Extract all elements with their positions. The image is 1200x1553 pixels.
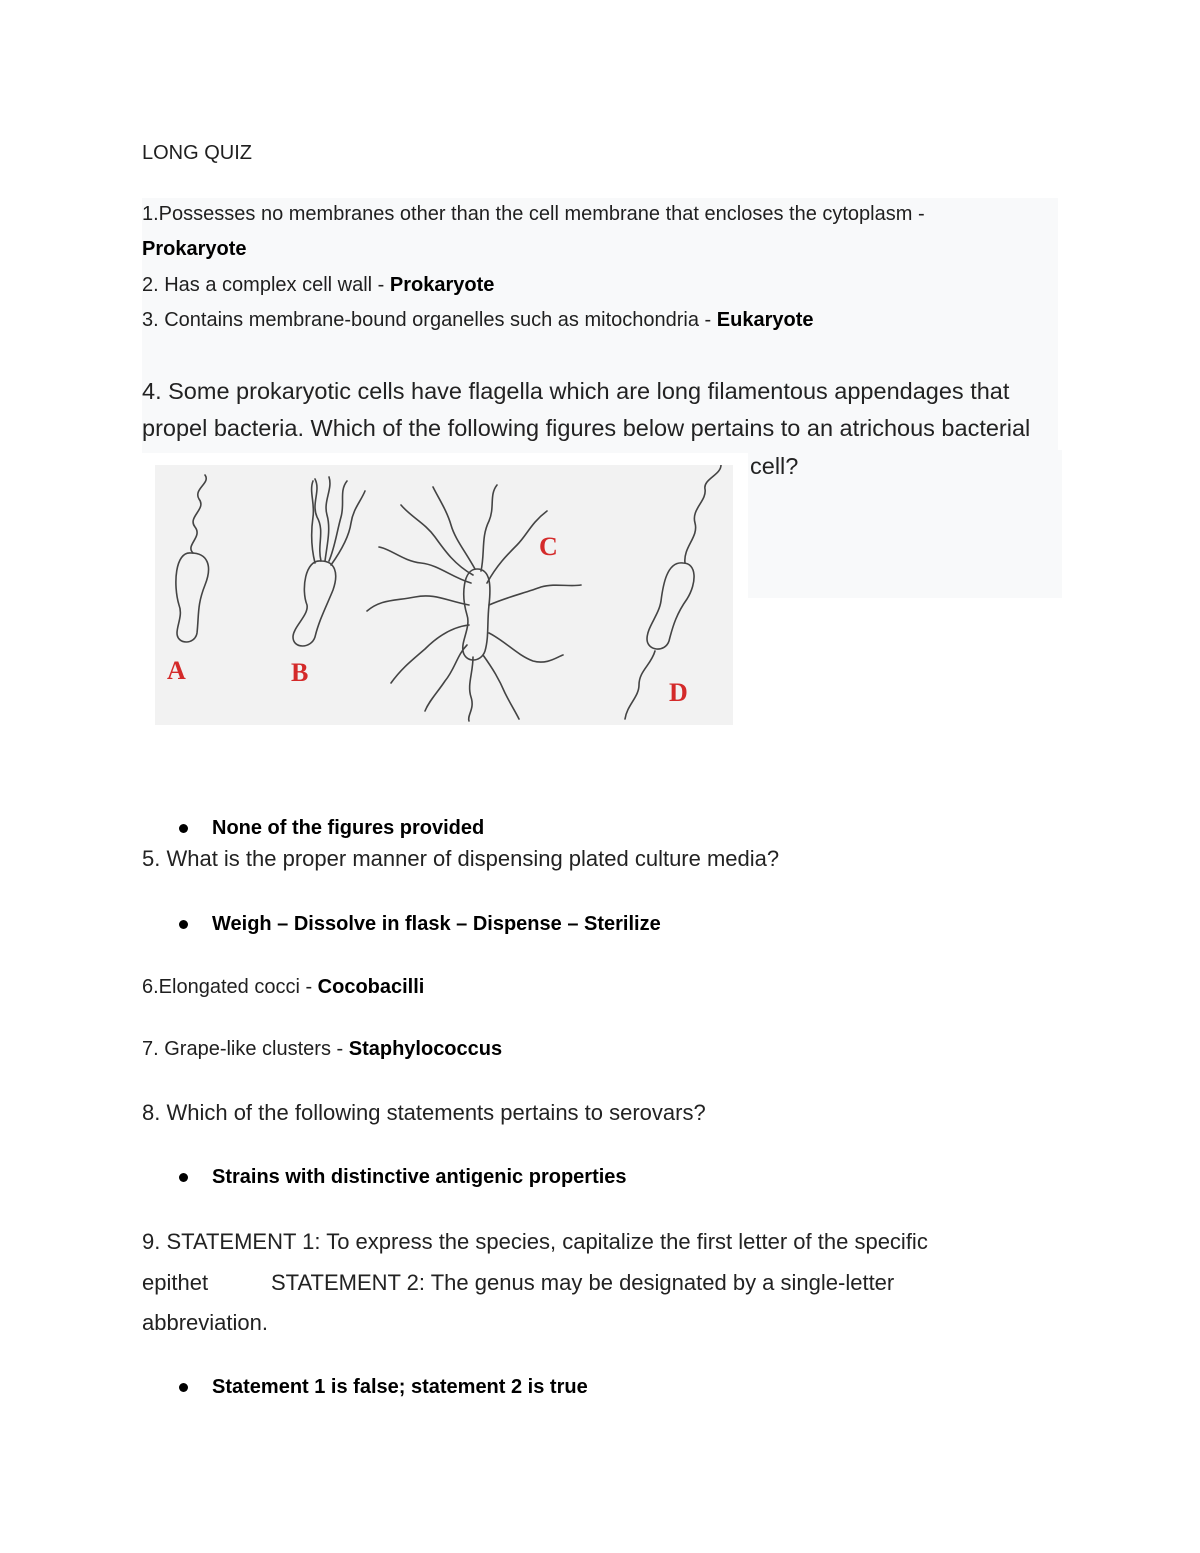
q1-text: 1.Possesses no membranes other than the cell membrane that encloses the cytoplasm -: [142, 203, 925, 225]
figure-label-d: D: [669, 678, 688, 707]
flagella-diagram: [155, 465, 733, 725]
q9-answer-text: Statement 1 is false; statement 2 is true: [212, 1376, 588, 1398]
q8-answer-text: Strains with distinctive antigenic properties: [212, 1166, 627, 1188]
q3-text: 3. Contains membrane-bound organelles such as mitochondria -: [142, 309, 717, 331]
figure-label-b: B: [291, 658, 309, 687]
q5-answer: [212, 913, 661, 936]
cell-c-flagellum-12: [433, 487, 475, 569]
cell-c-flagellum-10: [487, 511, 547, 583]
q9-line-1: 9. STATEMENT 1: To express the species, capitalize the first letter of the specific: [142, 1229, 928, 1254]
cell-c-flagellum-4: [391, 625, 469, 683]
q8-text: 8. Which of the following statements pertains to serovars?: [142, 1100, 706, 1125]
q9-answer-bullet: [179, 1383, 188, 1392]
q9-answer: [212, 1376, 588, 1399]
cell-d-body: [647, 563, 694, 649]
cell-b-body: [293, 561, 336, 646]
cell-c-flagellum-11: [481, 485, 497, 571]
cell-b-flagellum-4: [331, 491, 365, 565]
page-title: LONG QUIZ: [142, 142, 253, 164]
cell-b-flagellum-1: [315, 479, 321, 561]
q9-line-2a: epithet: [142, 1270, 209, 1295]
cell-c-flagellum-3: [367, 596, 469, 611]
figure-label-c: C: [539, 532, 558, 561]
q9-line-3: abbreviation.: [142, 1310, 268, 1335]
cell-d-flagellum-bottom: [625, 651, 655, 719]
q8-answer: [212, 1166, 627, 1189]
q4-answer: [212, 817, 484, 840]
q6-answer: Cocobacilli: [317, 976, 425, 998]
cell-d-flagellum-top: [685, 465, 721, 563]
q8-answer-bullet: [179, 1173, 188, 1182]
q5-text: 5. What is the proper manner of dispensing plated culture media?: [142, 846, 780, 871]
q6-text: 6.Elongated cocci -: [142, 976, 318, 998]
cell-c-flagellum-7: [483, 655, 519, 719]
cell-b-flagellum-5: [312, 481, 315, 563]
cell-a-body: [176, 553, 209, 642]
q7-text: 7. Grape-like clusters -: [142, 1038, 349, 1060]
q4-line-2: propel bacteria. Which of the following figures below pertains to an atrichous bacterial: [142, 415, 1031, 441]
q4-answer-bullet: [179, 824, 188, 833]
q2-line: [142, 274, 494, 297]
q7-line: [142, 1038, 502, 1061]
flagella-figure: [155, 465, 733, 725]
q6-line: [142, 976, 424, 999]
cell-c-flagellum-9: [489, 585, 581, 605]
q9-line-2b: STATEMENT 2: The genus may be designated by a single-letter: [271, 1270, 895, 1295]
q4-line-3: cell?: [750, 453, 799, 479]
q3-line: [142, 309, 813, 332]
cell-b-flagellum-2: [325, 477, 330, 561]
cell-c-flagellum-2: [379, 547, 471, 583]
q2-answer: Prokaryote: [389, 274, 495, 296]
q4-answer-text: None of the figures provided: [212, 817, 485, 839]
q3-answer: Eukaryote: [716, 309, 814, 331]
q1-answer-text: Prokaryote: [142, 238, 247, 260]
q1-answer: [142, 238, 247, 261]
q5-answer-bullet: [179, 920, 188, 929]
cell-c-flagellum-1: [401, 505, 473, 575]
cell-c-flagellum-8: [489, 633, 563, 662]
cell-b-flagellum-3: [329, 481, 347, 561]
cell-c-flagellum-6: [469, 657, 473, 721]
q7-answer: Staphylococcus: [348, 1038, 503, 1060]
cell-c-flagellum-5: [425, 645, 467, 711]
q5-answer-text: Weigh – Dissolve in flask – Dispense – Sterilize: [212, 913, 661, 935]
q2-text: 2. Has a complex cell wall -: [142, 274, 390, 296]
cell-a-flagellum: [191, 475, 206, 553]
figure-label-a: A: [167, 656, 186, 685]
q4-line-1: 4. Some prokaryotic cells have flagella which are long filamentous appendages that: [142, 378, 1010, 404]
